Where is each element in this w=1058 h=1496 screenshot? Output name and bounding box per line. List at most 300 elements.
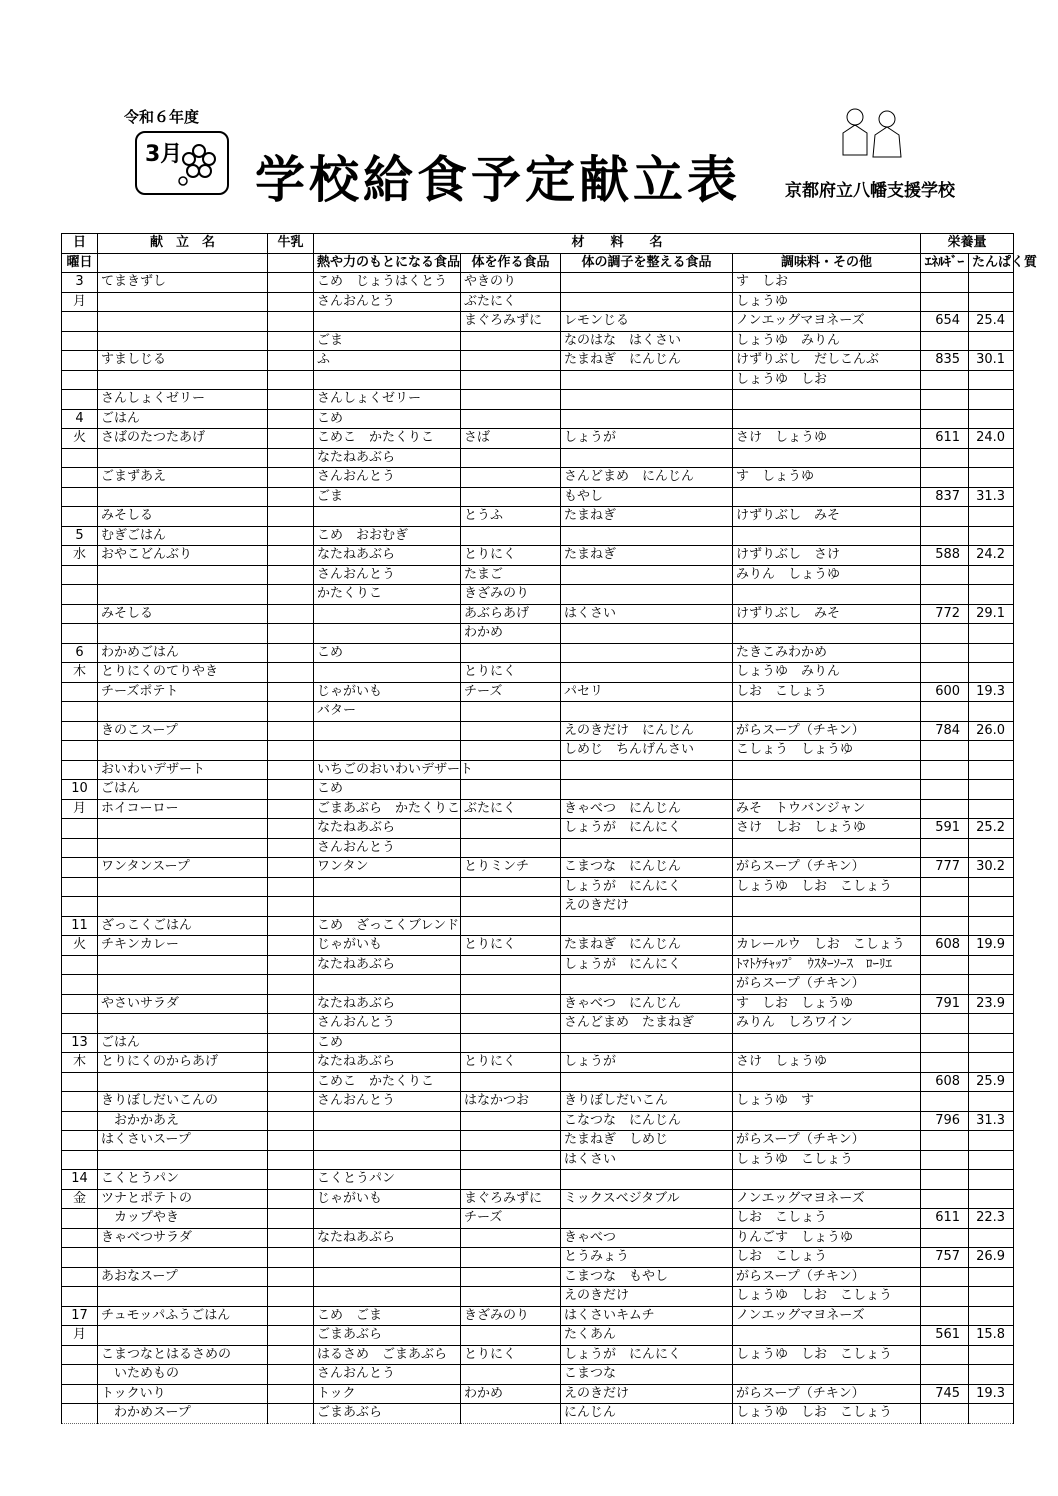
seasoning: こしょう しょうゆ	[733, 741, 921, 761]
milk-cell	[268, 1111, 314, 1131]
milk-cell	[268, 1072, 314, 1092]
table-row	[62, 760, 1014, 780]
regulate-food: ミックスベジタブル	[561, 1189, 733, 1209]
day-cell: 金	[62, 1189, 98, 1209]
energy-value: 591	[921, 819, 969, 839]
menu-item: ツナとポテトの	[98, 1189, 268, 1209]
milk-cell	[268, 702, 314, 722]
milk-cell	[268, 351, 314, 371]
menu-item: わかめスープ	[98, 1404, 268, 1424]
day-cell: 月	[62, 1326, 98, 1346]
table-row	[62, 975, 1014, 995]
body-food: まぐろみずに	[461, 312, 561, 332]
seasoning: す しょうゆ	[733, 468, 921, 488]
energy-value	[921, 760, 969, 780]
milk-cell	[268, 1150, 314, 1170]
protein-value	[969, 663, 1014, 683]
body-food: わかめ	[461, 624, 561, 644]
energy-value: 837	[921, 487, 969, 507]
milk-cell	[268, 624, 314, 644]
body-food	[461, 838, 561, 858]
regulate-food: たまねぎ にんじん	[561, 351, 733, 371]
table-row	[62, 273, 1014, 293]
energy-value: 561	[921, 1326, 969, 1346]
menu-item: おいわいデザート	[98, 760, 268, 780]
energy-value	[921, 702, 969, 722]
seasoning: けずりぶし みそ	[733, 604, 921, 624]
energy-food: さんおんとう	[314, 1092, 461, 1112]
regulate-food	[561, 916, 733, 936]
seasoning: みりん しょうゆ	[733, 565, 921, 585]
day-cell: 14	[62, 1170, 98, 1190]
milk-cell	[268, 1345, 314, 1365]
milk-cell	[268, 780, 314, 800]
table-row	[62, 1131, 1014, 1151]
table-row	[62, 370, 1014, 390]
energy-value	[921, 1131, 969, 1151]
milk-cell	[268, 1053, 314, 1073]
seasoning: がらスープ（チキン）	[733, 1384, 921, 1404]
table-row	[62, 448, 1014, 468]
day-cell: 4	[62, 409, 98, 429]
milk-cell	[268, 682, 314, 702]
body-food	[461, 1033, 561, 1053]
menu-item: こまつなとはるさめの	[98, 1345, 268, 1365]
table-row	[62, 955, 1014, 975]
menu-item	[98, 448, 268, 468]
energy-value: 608	[921, 936, 969, 956]
protein-value: 29.1	[969, 604, 1014, 624]
menu-item: さんしょくゼリー	[98, 390, 268, 410]
regulate-food: はくさいキムチ	[561, 1306, 733, 1326]
menu-item: てまきずし	[98, 273, 268, 293]
table-row	[62, 1111, 1014, 1131]
protein-value	[969, 565, 1014, 585]
body-food-header: 体を作る食品	[461, 253, 561, 273]
protein-value	[969, 409, 1014, 429]
energy-food: ごまあぶら かたくりこ	[314, 799, 461, 819]
body-food	[461, 780, 561, 800]
regulate-food: きゃべつ にんじん	[561, 799, 733, 819]
energy-value: 588	[921, 546, 969, 566]
regulate-food: たまねぎ	[561, 546, 733, 566]
milk-cell	[268, 897, 314, 917]
energy-food	[314, 975, 461, 995]
milk-cell	[268, 585, 314, 605]
body-food	[461, 1248, 561, 1268]
body-food: たまご	[461, 565, 561, 585]
table-row	[62, 1384, 1014, 1404]
menu-item: さばのたつたあげ	[98, 429, 268, 449]
regulate-food: さんどまめ にんじん	[561, 468, 733, 488]
energy-value	[921, 1345, 969, 1365]
menu-item	[98, 1248, 268, 1268]
energy-food: こめこ かたくりこ	[314, 429, 461, 449]
energy-food: なたねあぶら	[314, 1053, 461, 1073]
seasoning: しょうゆ	[733, 292, 921, 312]
regulate-food: たまねぎ	[561, 507, 733, 527]
body-food	[461, 1228, 561, 1248]
table-row	[62, 351, 1014, 371]
table-row	[62, 390, 1014, 410]
energy-food: さんおんとう	[314, 1014, 461, 1034]
menu-item	[98, 1287, 268, 1307]
table-row	[62, 526, 1014, 546]
seasoning	[733, 526, 921, 546]
energy-food: こめ	[314, 409, 461, 429]
energy-food	[314, 741, 461, 761]
protein-value	[969, 760, 1014, 780]
energy-food	[314, 507, 461, 527]
body-food	[461, 448, 561, 468]
body-food	[461, 975, 561, 995]
energy-food	[314, 604, 461, 624]
body-food	[461, 643, 561, 663]
body-food	[461, 1111, 561, 1131]
seasoning: がらスープ（チキン）	[733, 858, 921, 878]
menu-item	[98, 292, 268, 312]
seasoning: しょうゆ こしょう	[733, 1150, 921, 1170]
menu-item: ワンタンスープ	[98, 858, 268, 878]
body-food	[461, 390, 561, 410]
day-cell	[62, 351, 98, 371]
table-row	[62, 1053, 1014, 1073]
regulate-food	[561, 585, 733, 605]
day-cell	[62, 624, 98, 644]
table-row	[62, 624, 1014, 644]
menu-item	[98, 897, 268, 917]
energy-food: さんおんとう	[314, 1365, 461, 1385]
body-food	[461, 1072, 561, 1092]
protein-header: たんぱく質	[969, 253, 1014, 273]
seasoning: みそ トウバンジャン	[733, 799, 921, 819]
table-row	[62, 858, 1014, 878]
table-row	[62, 1326, 1014, 1346]
menu-item: とりにくのからあげ	[98, 1053, 268, 1073]
protein-value	[969, 448, 1014, 468]
day-cell: 6	[62, 643, 98, 663]
seasoning	[733, 585, 921, 605]
menu-item	[98, 487, 268, 507]
energy-value	[921, 331, 969, 351]
day-cell	[62, 741, 98, 761]
seasoning: がらスープ（チキン）	[733, 721, 921, 741]
menu-item: みそしる	[98, 604, 268, 624]
seasoning: たきこみわかめ	[733, 643, 921, 663]
regulate-food: たまねぎ にんじん	[561, 936, 733, 956]
body-food	[461, 741, 561, 761]
regulate-food	[561, 448, 733, 468]
day-cell	[62, 858, 98, 878]
day-cell	[62, 897, 98, 917]
energy-value: 772	[921, 604, 969, 624]
seasoning: しょうゆ しお	[733, 370, 921, 390]
protein-value: 31.3	[969, 487, 1014, 507]
energy-value: 791	[921, 994, 969, 1014]
regulate-food: えのきだけ にんじん	[561, 721, 733, 741]
energy-food: こめ	[314, 780, 461, 800]
body-food: とりにく	[461, 663, 561, 683]
menu-item: すましじる	[98, 351, 268, 371]
seasoning: しょうゆ しお こしょう	[733, 1345, 921, 1365]
milk-cell	[268, 273, 314, 293]
energy-value	[921, 1228, 969, 1248]
seasoning: ノンエッグマヨネーズ	[733, 1306, 921, 1326]
table-row	[62, 897, 1014, 917]
seasoning	[733, 390, 921, 410]
regulate-food: はくさい	[561, 1150, 733, 1170]
day-cell	[62, 682, 98, 702]
table-row	[62, 1092, 1014, 1112]
menu-item: ごまずあえ	[98, 468, 268, 488]
table-row	[62, 702, 1014, 722]
day-cell	[62, 487, 98, 507]
energy-value	[921, 585, 969, 605]
day-cell	[62, 565, 98, 585]
energy-food: ごまあぶら	[314, 1404, 461, 1424]
table-row	[62, 1033, 1014, 1053]
body-food	[461, 1404, 561, 1424]
regulate-food	[561, 643, 733, 663]
milk-cell	[268, 331, 314, 351]
seasoning	[733, 760, 921, 780]
seasoning: けずりぶし だしこんぶ	[733, 351, 921, 371]
body-food	[461, 702, 561, 722]
day-cell	[62, 1209, 98, 1229]
regulate-food	[561, 760, 733, 780]
energy-value	[921, 1092, 969, 1112]
day-cell	[62, 312, 98, 332]
seasoning: す しお	[733, 273, 921, 293]
energy-food	[314, 1111, 461, 1131]
energy-value	[921, 468, 969, 488]
day-cell	[62, 585, 98, 605]
body-food: ぶたにく	[461, 292, 561, 312]
table-row	[62, 429, 1014, 449]
energy-food: こくとうパン	[314, 1170, 461, 1190]
body-food: はなかつお	[461, 1092, 561, 1112]
energy-food	[314, 1209, 461, 1229]
regulate-food: たまねぎ しめじ	[561, 1131, 733, 1151]
seasoning: がらスープ（チキン）	[733, 975, 921, 995]
energy-value: 608	[921, 1072, 969, 1092]
regulate-food	[561, 565, 733, 585]
body-food: とりにく	[461, 546, 561, 566]
seasoning: がらスープ（チキン）	[733, 1131, 921, 1151]
protein-value: 30.2	[969, 858, 1014, 878]
body-food	[461, 1365, 561, 1385]
energy-value: 745	[921, 1384, 969, 1404]
energy-food	[314, 877, 461, 897]
regulate-food: しょうが にんにく	[561, 877, 733, 897]
milk-cell	[268, 546, 314, 566]
milk-cell	[268, 994, 314, 1014]
seasoning	[733, 1072, 921, 1092]
seasoning: ノンエッグマヨネーズ	[733, 1189, 921, 1209]
seasoning: ノンエッグマヨネーズ	[733, 312, 921, 332]
protein-value	[969, 1404, 1014, 1424]
energy-food	[314, 897, 461, 917]
protein-value	[969, 390, 1014, 410]
day-cell: 火	[62, 936, 98, 956]
day-cell	[62, 390, 98, 410]
energy-value	[921, 390, 969, 410]
seasoning: しお こしょう	[733, 682, 921, 702]
milk-cell	[268, 565, 314, 585]
day-cell: 月	[62, 292, 98, 312]
energy-value	[921, 292, 969, 312]
milk-cell	[268, 1267, 314, 1287]
table-row	[62, 663, 1014, 683]
energy-food: こめ ざっこくブレンド	[314, 916, 461, 936]
day-cell	[62, 1131, 98, 1151]
seasoning: しお こしょう	[733, 1248, 921, 1268]
energy-value: 784	[921, 721, 969, 741]
energy-value	[921, 409, 969, 429]
milk-cell	[268, 448, 314, 468]
energy-value	[921, 1150, 969, 1170]
regulate-food: えのきだけ	[561, 1287, 733, 1307]
energy-food: ごまあぶら	[314, 1326, 461, 1346]
energy-food: さんおんとう	[314, 565, 461, 585]
body-food: ぶたにく	[461, 799, 561, 819]
seasoning	[733, 1111, 921, 1131]
seasoning: しょうゆ しお こしょう	[733, 1404, 921, 1424]
day-cell	[62, 1267, 98, 1287]
protein-value	[969, 741, 1014, 761]
milk-cell	[268, 819, 314, 839]
body-food: とりにく	[461, 1345, 561, 1365]
milk-cell	[268, 1384, 314, 1404]
energy-value: 611	[921, 1209, 969, 1229]
energy-food	[314, 1131, 461, 1151]
milk-cell	[268, 1131, 314, 1151]
energy-value	[921, 1287, 969, 1307]
menu-item: ごはん	[98, 1033, 268, 1053]
protein-value	[969, 877, 1014, 897]
table-row	[62, 1228, 1014, 1248]
seasoning: けずりぶし みそ	[733, 507, 921, 527]
menu-item	[98, 565, 268, 585]
day-cell	[62, 604, 98, 624]
energy-value	[921, 565, 969, 585]
energy-food: こめこ かたくりこ	[314, 1072, 461, 1092]
milk-cell	[268, 312, 314, 332]
body-food	[461, 1170, 561, 1190]
energy-food: なたねあぶら	[314, 955, 461, 975]
body-food: とりミンチ	[461, 858, 561, 878]
day-cell	[62, 448, 98, 468]
protein-value	[969, 1267, 1014, 1287]
body-food: チーズ	[461, 682, 561, 702]
energy-food	[314, 1287, 461, 1307]
seasoning	[733, 1170, 921, 1190]
body-food	[461, 526, 561, 546]
milk-cell	[268, 1365, 314, 1385]
table-row	[62, 1072, 1014, 1092]
protein-value	[969, 1131, 1014, 1151]
menu-item: きりぼしだいこんの	[98, 1092, 268, 1112]
protein-value: 23.9	[969, 994, 1014, 1014]
page-title: 学校給食予定献立表	[255, 151, 741, 209]
milk-cell	[268, 1287, 314, 1307]
seasoning	[733, 1365, 921, 1385]
day-cell: 10	[62, 780, 98, 800]
month-label: 3月	[145, 142, 183, 167]
protein-value: 26.0	[969, 721, 1014, 741]
protein-value	[969, 916, 1014, 936]
seasoning: さけ しょうゆ	[733, 429, 921, 449]
protein-value: 30.1	[969, 351, 1014, 371]
seasoning: しょうゆ す	[733, 1092, 921, 1112]
regulate-food	[561, 975, 733, 995]
menu-item	[98, 838, 268, 858]
seasoning: しょうゆ しお こしょう	[733, 877, 921, 897]
regulate-food	[561, 526, 733, 546]
day-cell: 月	[62, 799, 98, 819]
energy-food: さんしょくゼリー	[314, 390, 461, 410]
energy-value	[921, 526, 969, 546]
protein-value: 26.9	[969, 1248, 1014, 1268]
protein-value	[969, 1170, 1014, 1190]
day-cell: 3	[62, 273, 98, 293]
protein-value	[969, 1228, 1014, 1248]
menu-item: あおなスープ	[98, 1267, 268, 1287]
milk-cell	[268, 1326, 314, 1346]
day-cell	[62, 1014, 98, 1034]
regulate-food: えのきだけ	[561, 897, 733, 917]
regulate-food	[561, 702, 733, 722]
menu-item: きゃべつサラダ	[98, 1228, 268, 1248]
protein-value	[969, 1092, 1014, 1112]
menu-item	[98, 819, 268, 839]
protein-value	[969, 585, 1014, 605]
energy-food	[314, 663, 461, 683]
energy-food: かたくりこ	[314, 585, 461, 605]
energy-value	[921, 780, 969, 800]
table-row	[62, 838, 1014, 858]
energy-food: ごま	[314, 331, 461, 351]
body-food: とりにく	[461, 936, 561, 956]
milk-cell	[268, 721, 314, 741]
day-cell	[62, 877, 98, 897]
protein-value	[969, 643, 1014, 663]
regulate-food	[561, 780, 733, 800]
regulate-food: えのきだけ	[561, 1384, 733, 1404]
table-row	[62, 780, 1014, 800]
energy-food: なたねあぶら	[314, 546, 461, 566]
body-food	[461, 370, 561, 390]
energy-value	[921, 741, 969, 761]
day-cell: 木	[62, 663, 98, 683]
milk-cell	[268, 1170, 314, 1190]
table-row	[62, 1404, 1014, 1424]
menu-item	[98, 1014, 268, 1034]
menu-item: やさいサラダ	[98, 994, 268, 1014]
day-cell	[62, 1404, 98, 1424]
milk-cell	[268, 1306, 314, 1326]
day-cell	[62, 1228, 98, 1248]
regulate-food	[561, 292, 733, 312]
energy-value	[921, 1189, 969, 1209]
day-cell	[62, 1092, 98, 1112]
regulate-food: しょうが にんにく	[561, 955, 733, 975]
regulate-food: レモンじる	[561, 312, 733, 332]
day-cell	[62, 1248, 98, 1268]
energy-food: こめ ごま	[314, 1306, 461, 1326]
regulate-food	[561, 1072, 733, 1092]
era-label: 令和６年度	[124, 108, 200, 126]
